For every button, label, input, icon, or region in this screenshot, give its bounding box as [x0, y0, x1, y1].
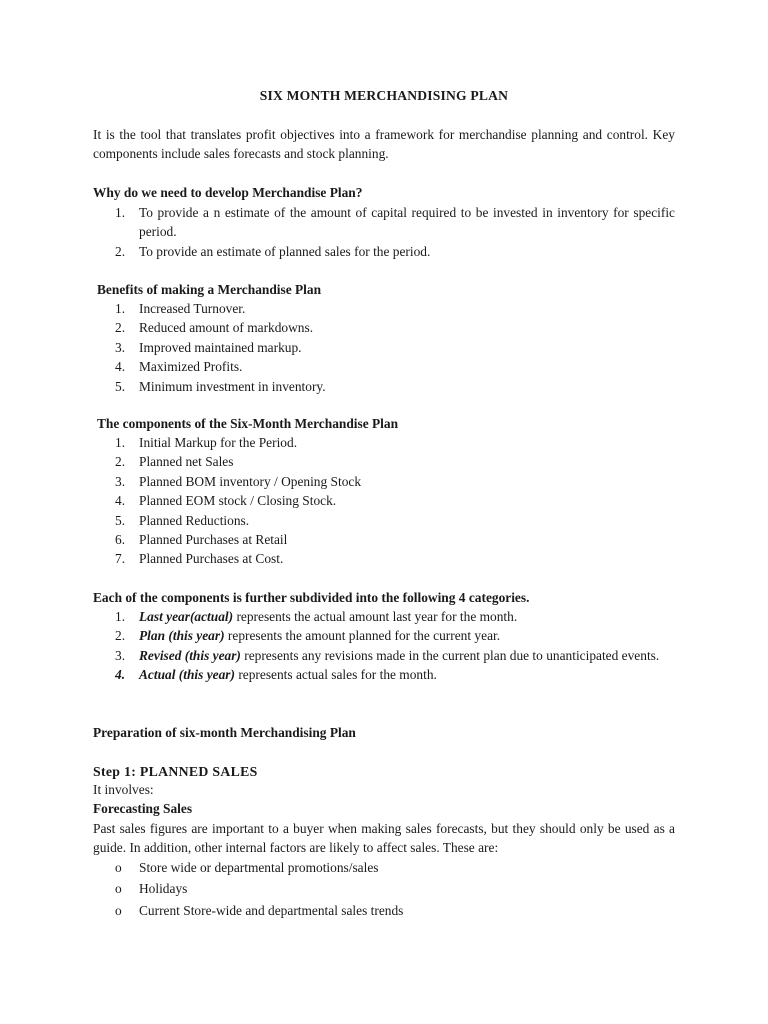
forecasting-paragraph: Past sales figures are important to a buyer when making sales forecasts, but they should only be used as a guide. In addition, other internal factors are likely to affect sales. These are: — [93, 821, 675, 856]
components-list — [115, 433, 675, 569]
step1-heading: Step 1: PLANNED SALES — [93, 764, 258, 779]
benefits-heading: Benefits of making a Merchandise Plan — [97, 282, 322, 297]
benefits-list — [115, 299, 675, 396]
components-heading: The components of the Six-Month Merchandise Plan — [97, 416, 399, 431]
intro-paragraph: It is the tool that translates profit objectives into a framework for merchandise planning and control. Key components include sales forecasts and stock planning. — [93, 127, 675, 162]
list-item: o Store wide or departmental promotions/sales — [115, 860, 379, 875]
list-item: 3. Improved maintained markup. — [115, 339, 302, 355]
list-item: 5. Planned Reductions. — [115, 512, 250, 528]
categories-heading: Each of the components is further subdivided into the following 4 categories. — [93, 590, 530, 605]
list-item: 6. Planned Purchases at Retail — [115, 532, 288, 548]
why-heading: Why do we need to develop Merchandise Plan? — [93, 185, 363, 200]
list-item: o Holidays — [115, 881, 188, 897]
list-item: 2. To provide an estimate of planned sales for the period. — [115, 243, 431, 259]
list-item: 7. Planned Purchases at Cost. — [115, 551, 284, 567]
page-title: SIX MONTH MERCHANDISING PLAN — [259, 88, 509, 103]
list-item: 5. Minimum investment in inventory. — [115, 378, 326, 394]
list-item: 4. Maximized Profits. — [115, 359, 243, 375]
list-item: 2. Reduced amount of markdowns. — [115, 320, 314, 336]
list-item: 1. Increased Turnover. — [115, 301, 246, 316]
list-item: 3. Planned BOM inventory / Opening Stock — [115, 473, 362, 489]
list-item: 1. To provide a n estimate of the amount of capital required to be invested in inventory for specific period. — [115, 205, 675, 240]
preparation-heading: Preparation of six-month Merchandising Plan — [93, 725, 356, 740]
list-item: 1. Initial Markup for the Period. — [115, 435, 298, 450]
step1-involves: It involves: — [93, 782, 154, 797]
list-item: o Current Store-wide and departmental sales trends — [115, 902, 404, 918]
why-list — [115, 203, 675, 261]
list-item: 2. Planned net Sales — [115, 454, 234, 470]
categories-list — [115, 607, 675, 685]
forecasting-sales-heading: Forecasting Sales — [93, 801, 193, 816]
factors-list — [115, 858, 675, 920]
list-item: 4. Planned EOM stock / Closing Stock. — [115, 493, 337, 509]
list-item: 1. Last year(actual) represents the actual amount last year for the month. — [115, 609, 518, 624]
list-item: 4. Actual (this year) represents actual sales for the month. — [115, 667, 437, 683]
list-item: 2. Plan (this year) represents the amount planned for the current year. — [115, 628, 501, 644]
list-item: 3. Revised (this year) represents any revisions made in the current plan due to unanticipated events. — [115, 647, 660, 663]
